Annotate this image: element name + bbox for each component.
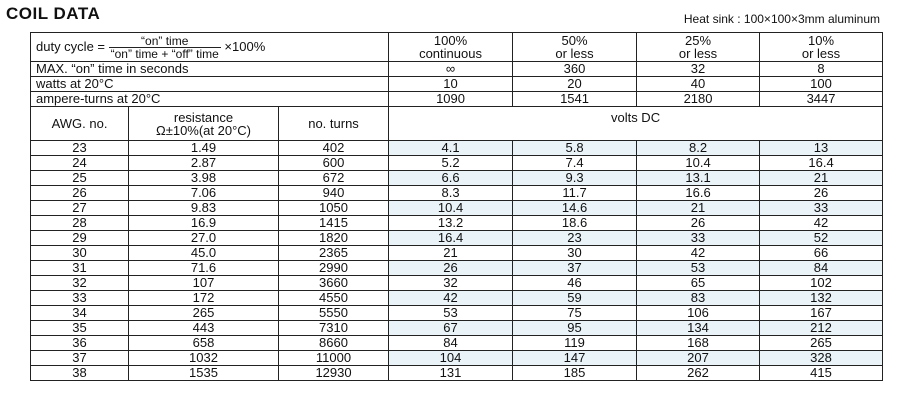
turns-cell: 1415 [279,216,389,231]
volts-cell: 147 [513,351,637,366]
turns-cell: 940 [279,186,389,201]
volts-cell: 106 [637,306,760,321]
volts-cell: 42 [637,246,760,261]
volts-cell: 168 [637,336,760,351]
volts-cell: 119 [513,336,637,351]
volts-cell: 18.6 [513,216,637,231]
volts-cell: 207 [637,351,760,366]
summary-row-watts [31,77,883,92]
table-row [31,336,883,351]
summary-value: 3447 [760,92,883,107]
turns-cell: 8660 [279,336,389,351]
volts-cell: 66 [760,246,883,261]
summary-value: 32 [637,62,760,77]
resistance-header: resistance Ω±10%(at 20°C) [129,107,279,141]
turns-cell: 672 [279,171,389,186]
turns-cell: 1050 [279,201,389,216]
summary-label: watts at 20°C [31,77,389,92]
turns-cell: 600 [279,156,389,171]
volts-cell: 59 [513,291,637,306]
awg-header: AWG. no. [31,107,129,141]
table-row [31,186,883,201]
duty-cycle-fraction [109,35,221,60]
duty-cycle-label: duty cycle = [36,38,106,54]
turns-cell: 2990 [279,261,389,276]
table-row [31,261,883,276]
awg-cell: 28 [31,216,129,231]
awg-cell: 38 [31,366,129,381]
awg-cell: 27 [31,201,129,216]
heat-sink-note: Heat sink : 100×100×3mm aluminum [683,12,880,26]
volts-cell: 32 [389,276,513,291]
volts-cell: 95 [513,321,637,336]
volts-cell: 7.4 [513,156,637,171]
duty-header-50: 50% or less [513,33,637,62]
volts-cell: 84 [760,261,883,276]
volts-cell: 23 [513,231,637,246]
table-row [31,171,883,186]
volts-cell: 5.8 [513,141,637,156]
volts-cell: 6.6 [389,171,513,186]
volts-cell: 9.3 [513,171,637,186]
volts-dc-header: volts DC [389,107,883,141]
volts-cell: 75 [513,306,637,321]
volts-cell: 167 [760,306,883,321]
volts-cell: 42 [760,216,883,231]
turns-cell: 12930 [279,366,389,381]
volts-cell: 37 [513,261,637,276]
volts-cell: 5.2 [389,156,513,171]
table-row [31,201,883,216]
volts-cell: 132 [760,291,883,306]
volts-cell: 84 [389,336,513,351]
table-row [31,276,883,291]
turns-cell: 2365 [279,246,389,261]
volts-cell: 21 [637,201,760,216]
awg-cell: 37 [31,351,129,366]
volts-cell: 10.4 [637,156,760,171]
table-row [31,351,883,366]
duty-cycle-numerator: “on” time [109,35,221,48]
summary-value: 2180 [637,92,760,107]
volts-cell: 33 [637,231,760,246]
duty-cycle-row [31,33,883,62]
volts-cell: 46 [513,276,637,291]
summary-value: 1090 [389,92,513,107]
summary-label: MAX. “on” time in seconds [31,62,389,77]
table-row [31,291,883,306]
resistance-cell: 16.9 [129,216,279,231]
table-row [31,231,883,246]
volts-cell: 83 [637,291,760,306]
volts-cell: 16.6 [637,186,760,201]
awg-cell: 30 [31,246,129,261]
awg-cell: 26 [31,186,129,201]
volts-cell: 53 [389,306,513,321]
volts-cell: 21 [389,246,513,261]
volts-cell: 26 [637,216,760,231]
volts-cell: 13.1 [637,171,760,186]
volts-cell: 102 [760,276,883,291]
turns-cell: 3660 [279,276,389,291]
volts-cell: 21 [760,171,883,186]
duty-cycle-suffix: ×100% [224,38,266,54]
resistance-cell: 1032 [129,351,279,366]
duty-cycle-formula [31,33,389,62]
volts-cell: 13.2 [389,216,513,231]
volts-cell: 185 [513,366,637,381]
summary-row-ampere-turns [31,92,883,107]
resistance-cell: 265 [129,306,279,321]
turns-header: no. turns [279,107,389,141]
volts-cell: 30 [513,246,637,261]
volts-cell: 14.6 [513,201,637,216]
awg-cell: 35 [31,321,129,336]
table-row [31,246,883,261]
volts-cell: 16.4 [760,156,883,171]
volts-cell: 26 [760,186,883,201]
table-row [31,321,883,336]
table-row [31,366,883,381]
summary-value: 1541 [513,92,637,107]
volts-cell: 42 [389,291,513,306]
volts-cell: 4.1 [389,141,513,156]
volts-cell: 13 [760,141,883,156]
summary-row-max-on-time [31,62,883,77]
awg-cell: 32 [31,276,129,291]
summary-label: ampere-turns at 20°C [31,92,389,107]
volts-cell: 10.4 [389,201,513,216]
awg-cell: 33 [31,291,129,306]
table-row [31,141,883,156]
awg-cell: 25 [31,171,129,186]
volts-cell: 8.2 [637,141,760,156]
awg-cell: 34 [31,306,129,321]
volts-cell: 67 [389,321,513,336]
turns-cell: 7310 [279,321,389,336]
volts-cell: 104 [389,351,513,366]
summary-value: 10 [389,77,513,92]
awg-cell: 24 [31,156,129,171]
table-row [31,156,883,171]
volts-cell: 265 [760,336,883,351]
summary-value: ∞ [389,62,513,77]
resistance-cell: 1.49 [129,141,279,156]
resistance-cell: 9.83 [129,201,279,216]
volts-cell: 415 [760,366,883,381]
summary-value: 360 [513,62,637,77]
resistance-cell: 2.87 [129,156,279,171]
duty-header-25: 25% or less [637,33,760,62]
turns-cell: 1820 [279,231,389,246]
resistance-cell: 658 [129,336,279,351]
resistance-cell: 443 [129,321,279,336]
volts-cell: 52 [760,231,883,246]
resistance-cell: 107 [129,276,279,291]
volts-cell: 8.3 [389,186,513,201]
resistance-cell: 27.0 [129,231,279,246]
coil-data-table [30,32,883,381]
duty-header-100: 100% continuous [389,33,513,62]
volts-cell: 16.4 [389,231,513,246]
summary-value: 20 [513,77,637,92]
volts-cell: 11.7 [513,186,637,201]
awg-cell: 31 [31,261,129,276]
turns-cell: 5550 [279,306,389,321]
awg-cell: 29 [31,231,129,246]
turns-cell: 402 [279,141,389,156]
table-row [31,306,883,321]
resistance-cell: 45.0 [129,246,279,261]
volts-cell: 262 [637,366,760,381]
volts-cell: 26 [389,261,513,276]
resistance-cell: 1535 [129,366,279,381]
resistance-cell: 3.98 [129,171,279,186]
summary-value: 100 [760,77,883,92]
awg-cell: 23 [31,141,129,156]
table-row [31,216,883,231]
volts-cell: 328 [760,351,883,366]
resistance-cell: 71.6 [129,261,279,276]
column-header-row [31,107,883,141]
duty-cycle-denominator: “on” time + “off” time [110,46,219,61]
volts-cell: 134 [637,321,760,336]
awg-cell: 36 [31,336,129,351]
page-title: COIL DATA [6,4,101,23]
volts-cell: 212 [760,321,883,336]
turns-cell: 4550 [279,291,389,306]
duty-header-10: 10% or less [760,33,883,62]
resistance-cell: 7.06 [129,186,279,201]
volts-cell: 131 [389,366,513,381]
resistance-cell: 172 [129,291,279,306]
volts-cell: 65 [637,276,760,291]
summary-value: 8 [760,62,883,77]
summary-value: 40 [637,77,760,92]
volts-cell: 53 [637,261,760,276]
volts-cell: 33 [760,201,883,216]
turns-cell: 11000 [279,351,389,366]
